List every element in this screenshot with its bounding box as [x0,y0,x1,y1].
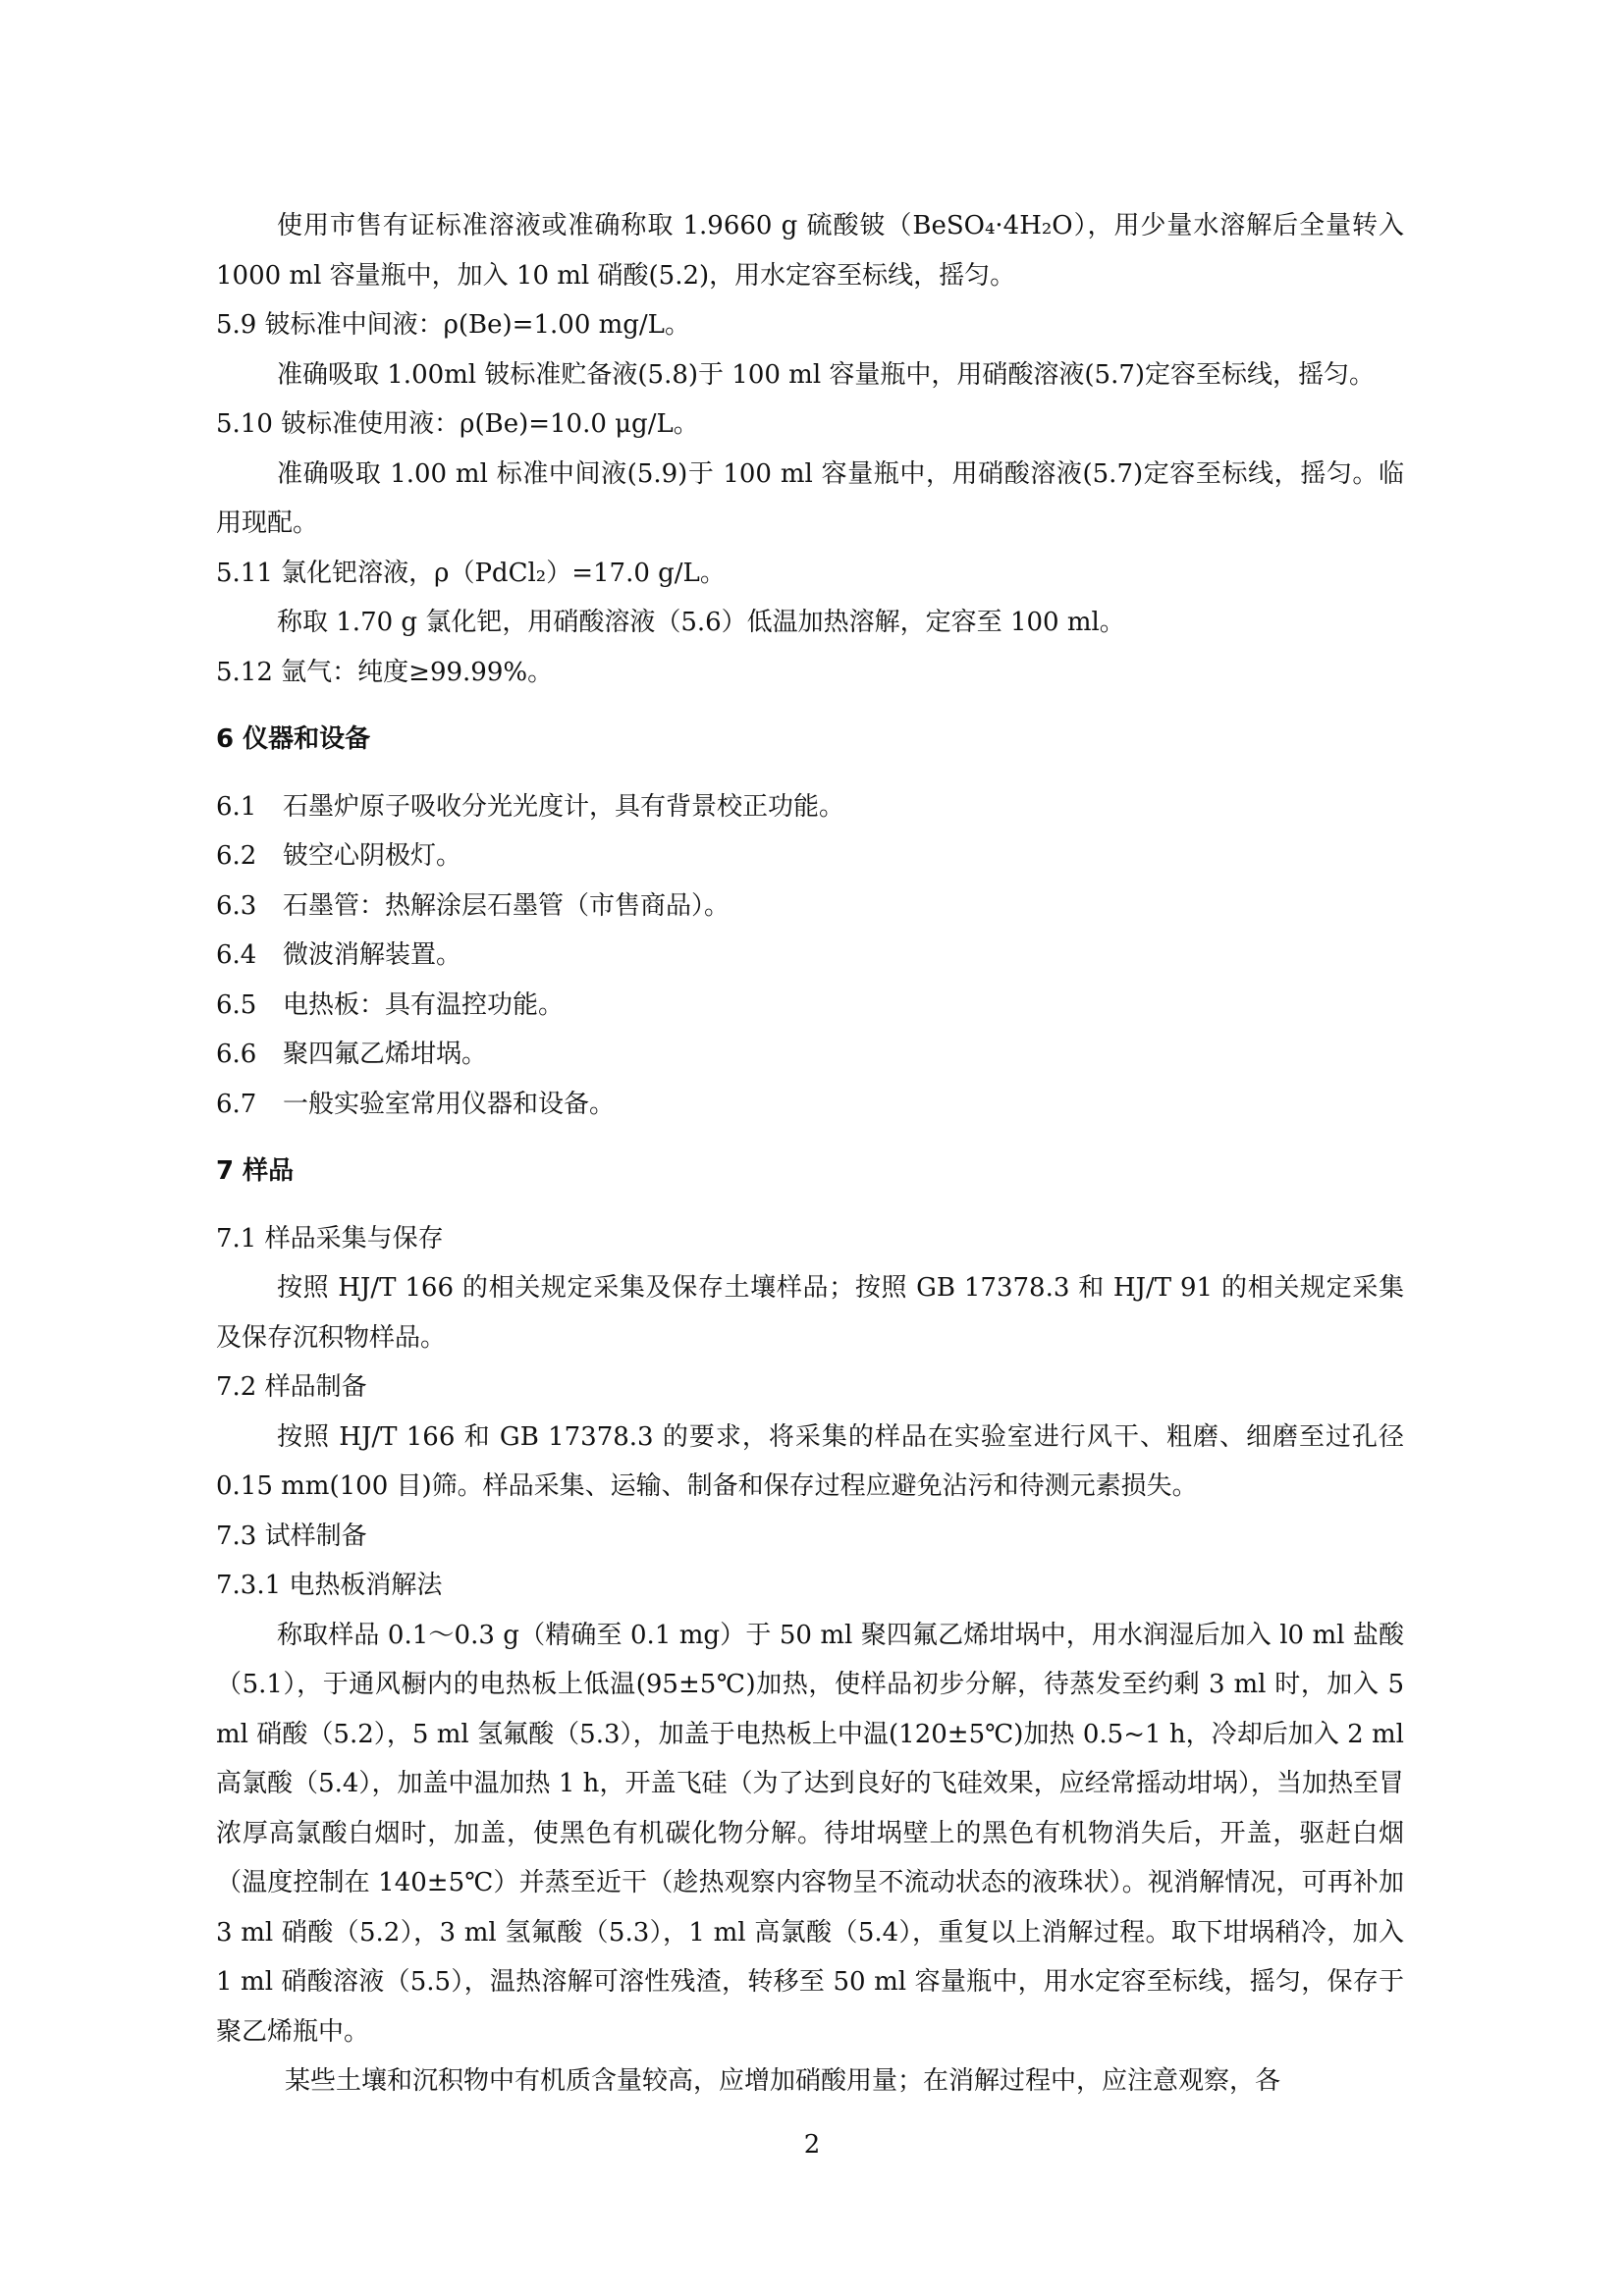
section-5-10: 5.10 铍标准使用液：ρ(Be)=10.0 μg/L。 [216,409,699,439]
paragraph-7-3-1-note: 某些土壤和沉积物中有机质含量较高，应增加硝酸用量；在消解过程中，应注意观察，各 [285,2066,1281,2096]
section-5-9: 5.9 铍标准中间液：ρ(Be)=1.00 mg/L。 [216,310,690,340]
paragraph-5-8-body: 使用市售有证标准溶液或准确称取 1.9660 g 硫酸铍（BeSO₄·4H₂O），用少量水溶解后全量转入 1000 ml 容量瓶中，加入 10 ml 硝酸(5.2)，用水定容至标线，摇匀。 [216,211,1404,291]
list-item-number: 6.1 [216,791,257,822]
list-item [216,1080,1404,1130]
section-5-11: 5.11 氯化钯溶液，ρ（PdCl₂）=17.0 g/L。 [216,558,726,588]
list-item-text: 电热板：具有温控功能。 [283,989,565,1020]
list-item-text: 微波消解装置。 [283,940,462,970]
list-item-number: 6.5 [216,989,257,1020]
section-7-2: 7.2 样品制备 [216,1372,367,1402]
heading-7: 7 样品 [216,1156,295,1186]
list-item [216,1030,1404,1080]
list-item-text: 石墨管：热解涂层石墨管（市售商品）。 [283,890,731,921]
list-item-text: 石墨炉原子吸收分光光度计，具有背景校正功能。 [283,791,845,822]
equipment-list [216,782,1404,1130]
list-item-number: 6.4 [216,940,257,970]
section-7-1: 7.1 样品采集与保存 [216,1223,444,1254]
list-item-number: 6.2 [216,841,257,871]
paragraph-5-9-body: 准确吸取 1.00ml 铍标准贮备液(5.8)于 100 ml 容量瓶中，用硝酸溶液(5.7)定容至标线，摇匀。 [277,359,1376,390]
list-item-number: 6.3 [216,890,257,921]
document-body [216,201,1404,2107]
list-item-text: 铍空心阴极灯。 [283,841,462,871]
paragraph-5-11-body: 称取 1.70 g 氯化钯，用硝酸溶液（5.6）低温加热溶解，定容至 100 ml。 [277,608,1125,637]
list-item-number: 6.6 [216,1040,257,1069]
paragraph-7-3-1-body: 称取样品 0.1～0.3 g（精确至 0.1 mg）于 50 ml 聚四氟乙烯坩埚中，用水润湿后加入 l0 ml 盐酸（5.1），于通风橱内的电热板上低温(95±5℃)加热，使样品初步分解，待蒸发至约剩 3 ml 时，加入 5 ml 硝酸（5.2），5 ml 氢氟酸（5.3），加盖于电热板上中温(120±5℃)加热 0.5~1 h，冷却后加入 2 ml 高氯酸（5.4），加盖中温加热 1 h，开盖飞硅（为了达到良好的飞硅效果，应经常摇动坩埚），当加热至冒浓厚高氯酸白烟时，加盖，使黑色有机碳化物分解。待坩埚壁上的黑色有机物消失后，开盖，驱赶白烟（温度控制在 140±5℃）并蒸至近干（趁热观察内容物呈不流动状态的液珠状）。视消解情况，可再补加 3 ml 硝酸（5.2），3 ml 氢氟酸（5.3），1 ml 高氯酸（5.4），重复以上消解过程。取下坩埚稍冷，加入 1 ml 硝酸溶液（5.5），温热溶解可溶性残渣，转移至 50 ml 容量瓶中，用水定容至标线，摇匀，保存于聚乙烯瓶中。 [216,1620,1404,2047]
list-item [216,831,1404,881]
paragraph-7-2-body: 按照 HJ/T 166 和 GB 17378.3 的要求，将采集的样品在实验室进行风干、粗磨、细磨至过孔径 0.15 mm(100 目)筛。样品采集、运输、制备和保存过程应避免沾污和待测元素损失。 [216,1421,1404,1501]
list-item-number: 6.7 [216,1089,257,1119]
paragraph-7-1-body: 按照 HJ/T 166 的相关规定采集及保存土壤样品；按照 GB 17378.3 和 HJ/T 91 的相关规定采集及保存沉积物样品。 [216,1273,1404,1353]
list-item [216,931,1404,981]
list-item-text: 聚四氟乙烯坩埚。 [283,1040,488,1069]
paragraph-5-10-body: 准确吸取 1.00 ml 标准中间液(5.9)于 100 ml 容量瓶中，用硝酸溶液(5.7)定容至标线，摇匀。临用现配。 [216,458,1404,538]
list-item-text: 一般实验室常用仪器和设备。 [283,1089,616,1119]
list-item [216,782,1404,832]
heading-6: 6 仪器和设备 [216,724,371,754]
page-number: 2 [803,2130,821,2160]
list-item [216,981,1404,1031]
section-5-12: 5.12 氩气：纯度≥99.99%。 [216,657,554,687]
section-7-3-1: 7.3.1 电热板消解法 [216,1571,443,1600]
section-7-3: 7.3 试样制备 [216,1521,367,1551]
list-item [216,881,1404,932]
